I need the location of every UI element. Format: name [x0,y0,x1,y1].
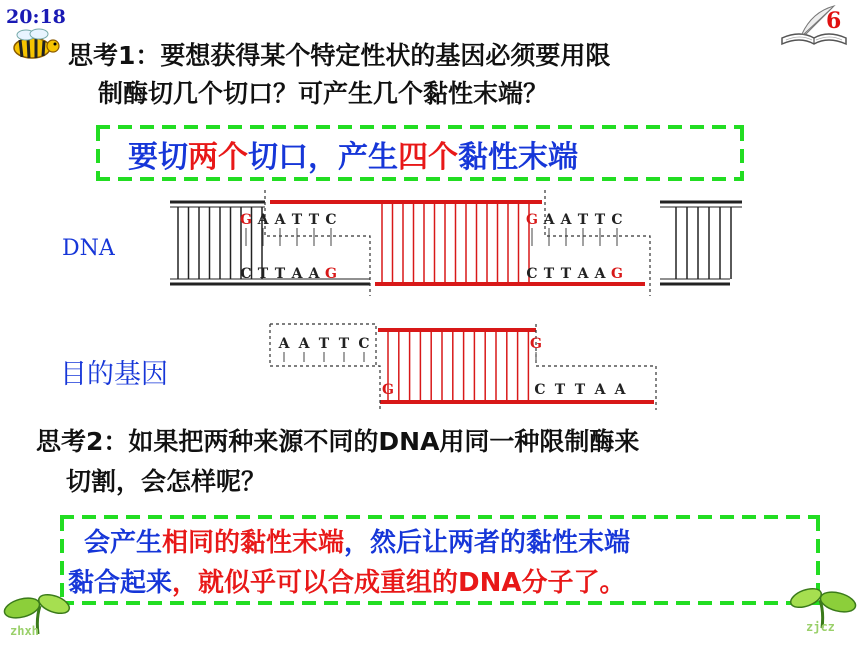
dna-base-bottom-left: T [257,266,269,282]
dna-base-bottom-left: A [308,266,320,282]
dna-base-top-left: C [325,212,337,228]
gene-base-bottom: T [574,382,586,398]
answer2-line1 [84,522,630,564]
dna-base-top-left: G [240,212,252,228]
gene-base-top: T [338,336,350,352]
answer1-part1: 要切 [128,140,188,175]
answer2-line2-b: ，就似乎可以合成重组的DNA分子了。 [172,568,626,598]
dna-base-bottom-right: A [594,266,606,282]
dna-base-top-left: T [308,212,320,228]
gene-base-top: A [278,336,290,352]
question2-line1: 思考2：如果把两种来源不同的DNA用同一种限制酶来 [36,427,640,456]
dna-base-bottom-right: T [543,266,555,282]
dna-base-bottom-left: G [325,266,337,282]
dna-base-bottom-right: G [611,266,623,282]
answer1-part3: 切口，产生 [248,140,398,175]
question2-line2: 切割，会怎样呢？ [66,467,267,496]
dna-base-top-right: T [594,212,606,228]
answer2-line1-b: 相同的黏性末端 [162,528,345,558]
bee-icon [6,28,64,64]
dna-base-bottom-right: T [560,266,572,282]
dna-base-top-right: C [611,212,623,228]
gene-base-bottom: A [614,382,626,398]
answer2-line2-a: 黏合起来 [68,568,173,598]
answer2-line1-c: ，然后让两者的黏性末端 [344,528,631,558]
gene-base-top: A [298,336,310,352]
dna-base-bottom-right: A [577,266,589,282]
answer1-text [128,132,578,176]
question1-line2: 制酶切几个切口？可产生几个黏性末端？ [98,79,549,108]
gene-base-bottom: C [534,382,546,398]
gene-base-top: T [318,336,330,352]
gene-base-top: C [358,336,370,352]
dna-base-top-left: A [257,212,269,228]
dna-base-bottom-left: C [240,266,252,282]
watermark-left: zhxh [10,624,39,638]
question1-line1: 思考1：要想获得某个特定性状的基因必须要用限 [68,41,611,70]
dna-base-top-right: T [577,212,589,228]
gene-fragment-diagram [268,322,660,416]
answer2-line1-a: 会产生 [84,528,163,558]
time-label: 20:18 [6,6,66,28]
dna-base-top-right: A [560,212,572,228]
gene-base-bottom: T [554,382,566,398]
dna-label: DNA [62,236,115,261]
gene-base-top: G [530,336,542,352]
dna-base-top-left: T [291,212,303,228]
answer1-part5: 黏性末端 [458,140,578,175]
gene-base-bottom: G [382,382,394,398]
dna-base-bottom-right: C [526,266,538,282]
gene-label: 目的基因 [60,359,168,390]
gene-base-bottom: A [594,382,606,398]
dna-base-bottom-left: T [274,266,286,282]
answer1-part2: 两个 [188,140,248,175]
answer2-line2 [68,562,625,604]
dna-base-top-left: A [274,212,286,228]
page-number: 6 [826,8,842,34]
watermark-right: zjcz [806,620,835,634]
dna-base-bottom-left: A [291,266,303,282]
dna-diagram [170,188,742,302]
dna-base-top-right: G [526,212,538,228]
dna-base-top-right: A [543,212,555,228]
answer1-part4: 四个 [398,140,458,175]
